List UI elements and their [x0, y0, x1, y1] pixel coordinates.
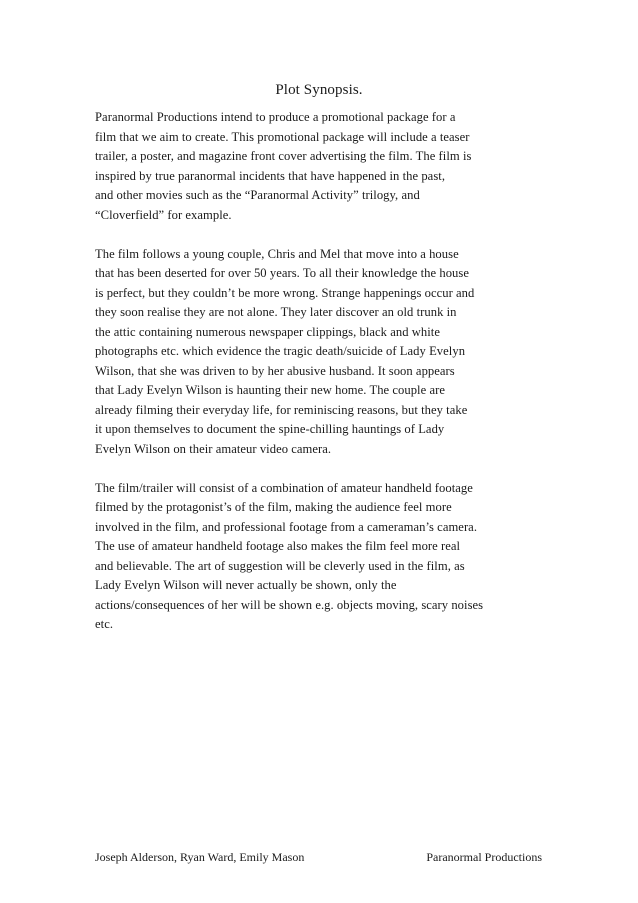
footer-authors: Joseph Alderson, Ryan Ward, Emily Mason	[95, 850, 305, 864]
text-line: The film follows a young couple, Chris and Mel that move into a house	[95, 246, 459, 261]
text-line: they soon realise they are not alone. They later discover an old trunk in	[95, 305, 457, 319]
text-line: involved in the film, and professional footage from a cameraman’s camera.	[95, 519, 478, 534]
text-line: the attic containing numerous newspaper clippings, black and white	[95, 324, 440, 339]
text-line: The film/trailer will consist of a combination of amateur handheld footage	[95, 480, 473, 495]
text-line: already filming their everyday life, for reminiscing reasons, but they take	[95, 402, 468, 417]
paragraph-style	[95, 479, 550, 635]
text-line: actions/consequences of her will be shown e.g. objects moving, scary noises	[95, 597, 484, 612]
footer-company: Paranormal Productions	[426, 850, 542, 864]
text-line: film that we aim to create. This promotional package will include a teaser	[95, 129, 470, 144]
synopsis-body	[95, 108, 550, 654]
text-line: and believable. The art of suggestion will be cleverly used in the film, as	[95, 558, 465, 573]
page-title: Plot Synopsis.	[275, 82, 363, 98]
text-line: it upon themselves to document the spine-chilling hauntings of Lady	[95, 422, 445, 436]
text-line: Wilson, that she was driven to by her abusive husband. It soon appears	[95, 363, 455, 378]
text-line: etc.	[95, 617, 114, 631]
text-line: The use of amateur handheld footage also makes the film feel more real	[95, 539, 461, 553]
text-line: that Lady Evelyn Wilson is haunting their new home. The couple are	[95, 383, 445, 397]
text-line: is perfect, but they couldn’t be more wrong. Strange happenings occur and	[95, 285, 475, 300]
text-line: and other movies such as the “Paranormal Activity” trilogy, and	[95, 188, 420, 202]
text-line: inspired by true paranormal incidents that have happened in the past,	[95, 168, 446, 183]
text-line: Lady Evelyn Wilson will never actually be shown, only the	[95, 578, 397, 592]
page-footer	[95, 850, 542, 865]
text-line: filmed by the protagonist’s of the film, making the audience feel more	[95, 500, 452, 514]
paragraph-story	[95, 245, 550, 460]
paragraph-intro	[95, 108, 550, 225]
text-line: Paranormal Productions intend to produce a promotional package for a	[95, 110, 456, 124]
text-line: photographs etc. which evidence the tragic death/suicide of Lady Evelyn	[95, 344, 466, 358]
text-line: trailer, a poster, and magazine front cover advertising the film. The film is	[95, 149, 472, 163]
text-line: “Cloverfield” for example.	[95, 207, 232, 222]
text-line: that has been deserted for over 50 years. To all their knowledge the house	[95, 266, 469, 280]
text-line: Evelyn Wilson on their amateur video camera.	[95, 441, 332, 456]
